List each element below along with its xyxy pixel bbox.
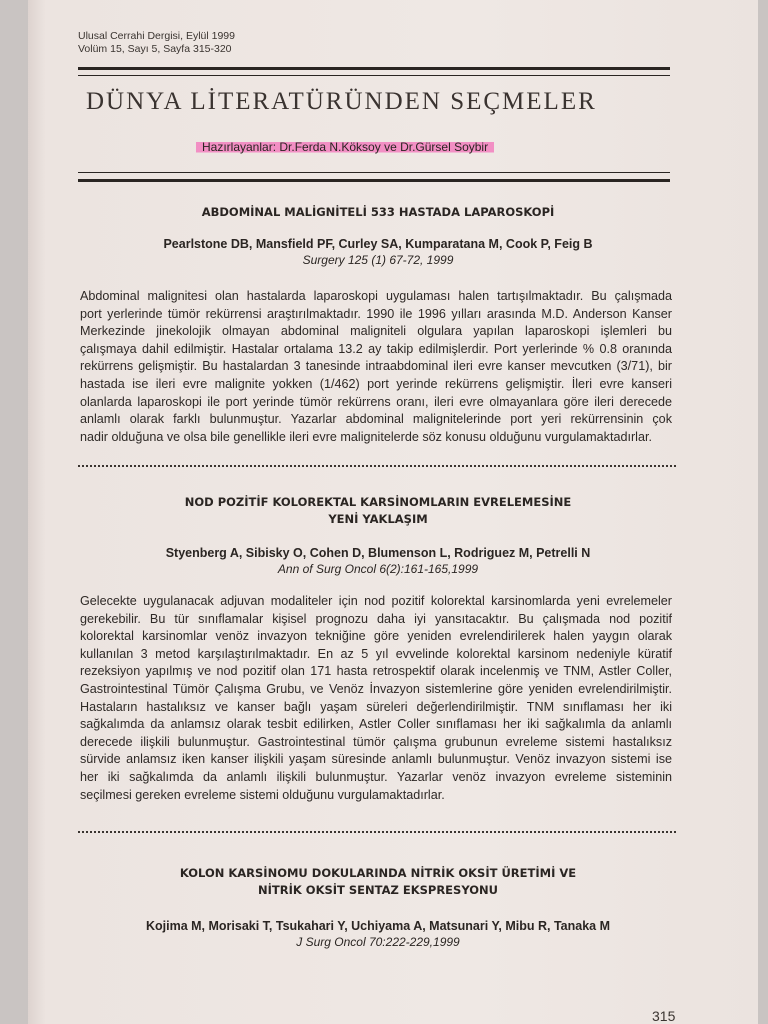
article-title-line: NOD POZİTİF KOLOREKTAL KARSİNOMLARIN EVRELEMESİNE: [184, 495, 572, 509]
abstract-line: Gastrointestinal Tümör Çalışma Grubu, ve Venöz İnvazyon sistemlerine göre yeniden evrelendirilmiştir.: [80, 681, 672, 696]
article-3-source: J Surg Oncol 70:222-229,1999: [296, 935, 460, 949]
abstract-line: derecede ilişkili bulunmuştur. Gastrointestinal tümör çalışma grubunun evreleme sistemi hastalıksız: [80, 734, 672, 749]
abstract-line: olanlarda laparoskopi ile port yerinde tümör rekürrens oranı, ileri evre olmayanlara göre ileri derecede: [80, 394, 672, 409]
abstract-line: kolorektal karsinomlar venöz invazyon tekniğine göre yeniden evrelendirilerek halen yaygın olarak: [80, 629, 672, 644]
abstract-line: Hastaların hastalıksız ve kanser bağlı yaşam süreleri değerlendirilmiştir. TNM sınıflaması her iki: [80, 699, 672, 714]
journal-citation: [78, 30, 235, 56]
separator-dotted: [78, 465, 676, 467]
section-title: DÜNYA LİTERATÜRÜNDEN SEÇMELER: [86, 88, 597, 115]
article-1-authors: Pearlstone DB, Mansfield PF, Curley SA, Kumparatana M, Cook P, Feig B: [163, 237, 593, 251]
abstract-line: Gelecekte uygulanacak adjuvan modaliteler için nod pozitif kolorektal karsinomlarda yeni evrelemeler: [80, 594, 672, 608]
journal-line-2: Volüm 15, Sayı 5, Sayfa 315-320: [78, 43, 232, 55]
header-rule-thick: [78, 67, 670, 70]
article-title-line: ABDOMİNAL MALİGNİTELİ 533 HASTADA LAPAROSKOPİ: [201, 205, 555, 219]
abstract-line: Abdominal malignitesi olan hastalarda laparoskopi uygulaması halen tartışılmaktadır. Bu çalışmada: [80, 289, 672, 303]
article-title-line: YENİ YAKLAŞIM: [328, 512, 428, 526]
abstract-line: her iki sağkalımda da anlamlı ilişkili bulunmuştur. Yazarlar venöz invazyon evreleme sisteminin: [80, 769, 672, 784]
article-1-source: Surgery 125 (1) 67-72, 1999: [302, 253, 454, 267]
article-3-title: [78, 865, 678, 899]
abstract-line: sürvide anlamsız iken kanser ilişkili yaşam süresinde anlamlı bulunmuştur. Venöz invazyon sistemi ise: [80, 752, 672, 767]
article-2-abstract: [80, 593, 672, 804]
article-2-source: Ann of Surg Oncol 6(2):161-165,1999: [277, 562, 479, 576]
abstract-line: hastada ise ileri evre malignite yokken (1/462) port yerinde rekürrens gelişmiştir. İleri evre kanseri: [80, 376, 672, 391]
abstract-line: anlamlı olarak farklı bulunmuştur. Yazarlar abdominal malignitelerinde port yeri rekürrensinin çok: [80, 412, 672, 427]
abstract-line: Merkezinde jinekolojik olmayan abdominal maligniteli olgulara yapılan laparoskopi işlemleri bu: [80, 324, 672, 339]
page-number: 315: [652, 1008, 676, 1024]
abstract-line: rekürrens gelişmiştir. Bu hastalardan 3 tanesinde intraabdominal ileri evre kanser mevcutken (3/71), bir: [80, 359, 672, 374]
article-title-line: KOLON KARSİNOMU DOKULARINDA NİTRİK OKSİT ÜRETİMİ VE: [179, 866, 577, 880]
preparers-highlighted: Hazırlayanlar: Dr.Ferda N.Köksoy ve Dr.Gürsel Soybir: [196, 140, 494, 154]
abstract-line: kullanılan 3 metod karşılaştırılmaktadır. En az 5 yıl evvelinde kolorektal karsinom nedeniyle küratif: [80, 646, 672, 661]
article-2-authors: Styenberg A, Sibisky O, Cohen D, Blumenson L, Rodriguez M, Petrelli N: [165, 546, 591, 560]
abstract-line: sağkalımda da anlamsız olarak tesbit edilirken, Astler Coller sınıflaması her iki sağkalımla da anlamlı: [80, 717, 672, 732]
header-rule-thick-bottom: [78, 179, 670, 182]
header-rule-thin-bottom: [78, 172, 670, 173]
abstract-line: çalışmaya dahil edilmiştir. Hastalar ortalama 13.2 ay takip edilmişlerdir. Port yerlerinde % 0.8 oranında: [80, 341, 672, 356]
abstract-line: seçilmesi gereken evreleme sistemi olduğunu vurgulamaktadırlar.: [80, 787, 445, 802]
article-1-title: [78, 204, 678, 221]
article-title-line: NİTRİK OKSİT SENTAZ EKSPRESYONU: [258, 883, 498, 897]
journal-line-1: Ulusal Cerrahi Dergisi, Eylül 1999: [78, 30, 235, 42]
abstract-line: port yerlerinde tümör rekürrensi araştırılmaktadır. 1990 ile 1996 yılları arasında M.D. Anderson Kanser: [80, 306, 672, 321]
header-rule-thin: [78, 75, 670, 76]
article-1-abstract: [80, 288, 672, 446]
abstract-line: rezeksiyon yapılmış ve nod pozitif olan 171 hasta retrospektif olarak incelenmiş ve TNM, Astler Coller,: [80, 664, 672, 679]
article-3-authors: Kojima M, Morisaki T, Tsukahari Y, Uchiyama A, Matsunari Y, Mibu R, Tanaka M: [145, 919, 611, 933]
article-2-title: [78, 494, 678, 528]
abstract-line: nadir olduğuna ve olsa bile genellikle ileri evre malignitelerde söz konusu olduğunu vurgulamaktadırlar.: [80, 429, 652, 444]
separator-dotted: [78, 831, 676, 833]
abstract-line: gerekebilir. Bu tür sınıflamalar kişisel prognozu daha iyi yansıtacaktır. Bu çalışmada nod pozitif: [80, 611, 672, 626]
